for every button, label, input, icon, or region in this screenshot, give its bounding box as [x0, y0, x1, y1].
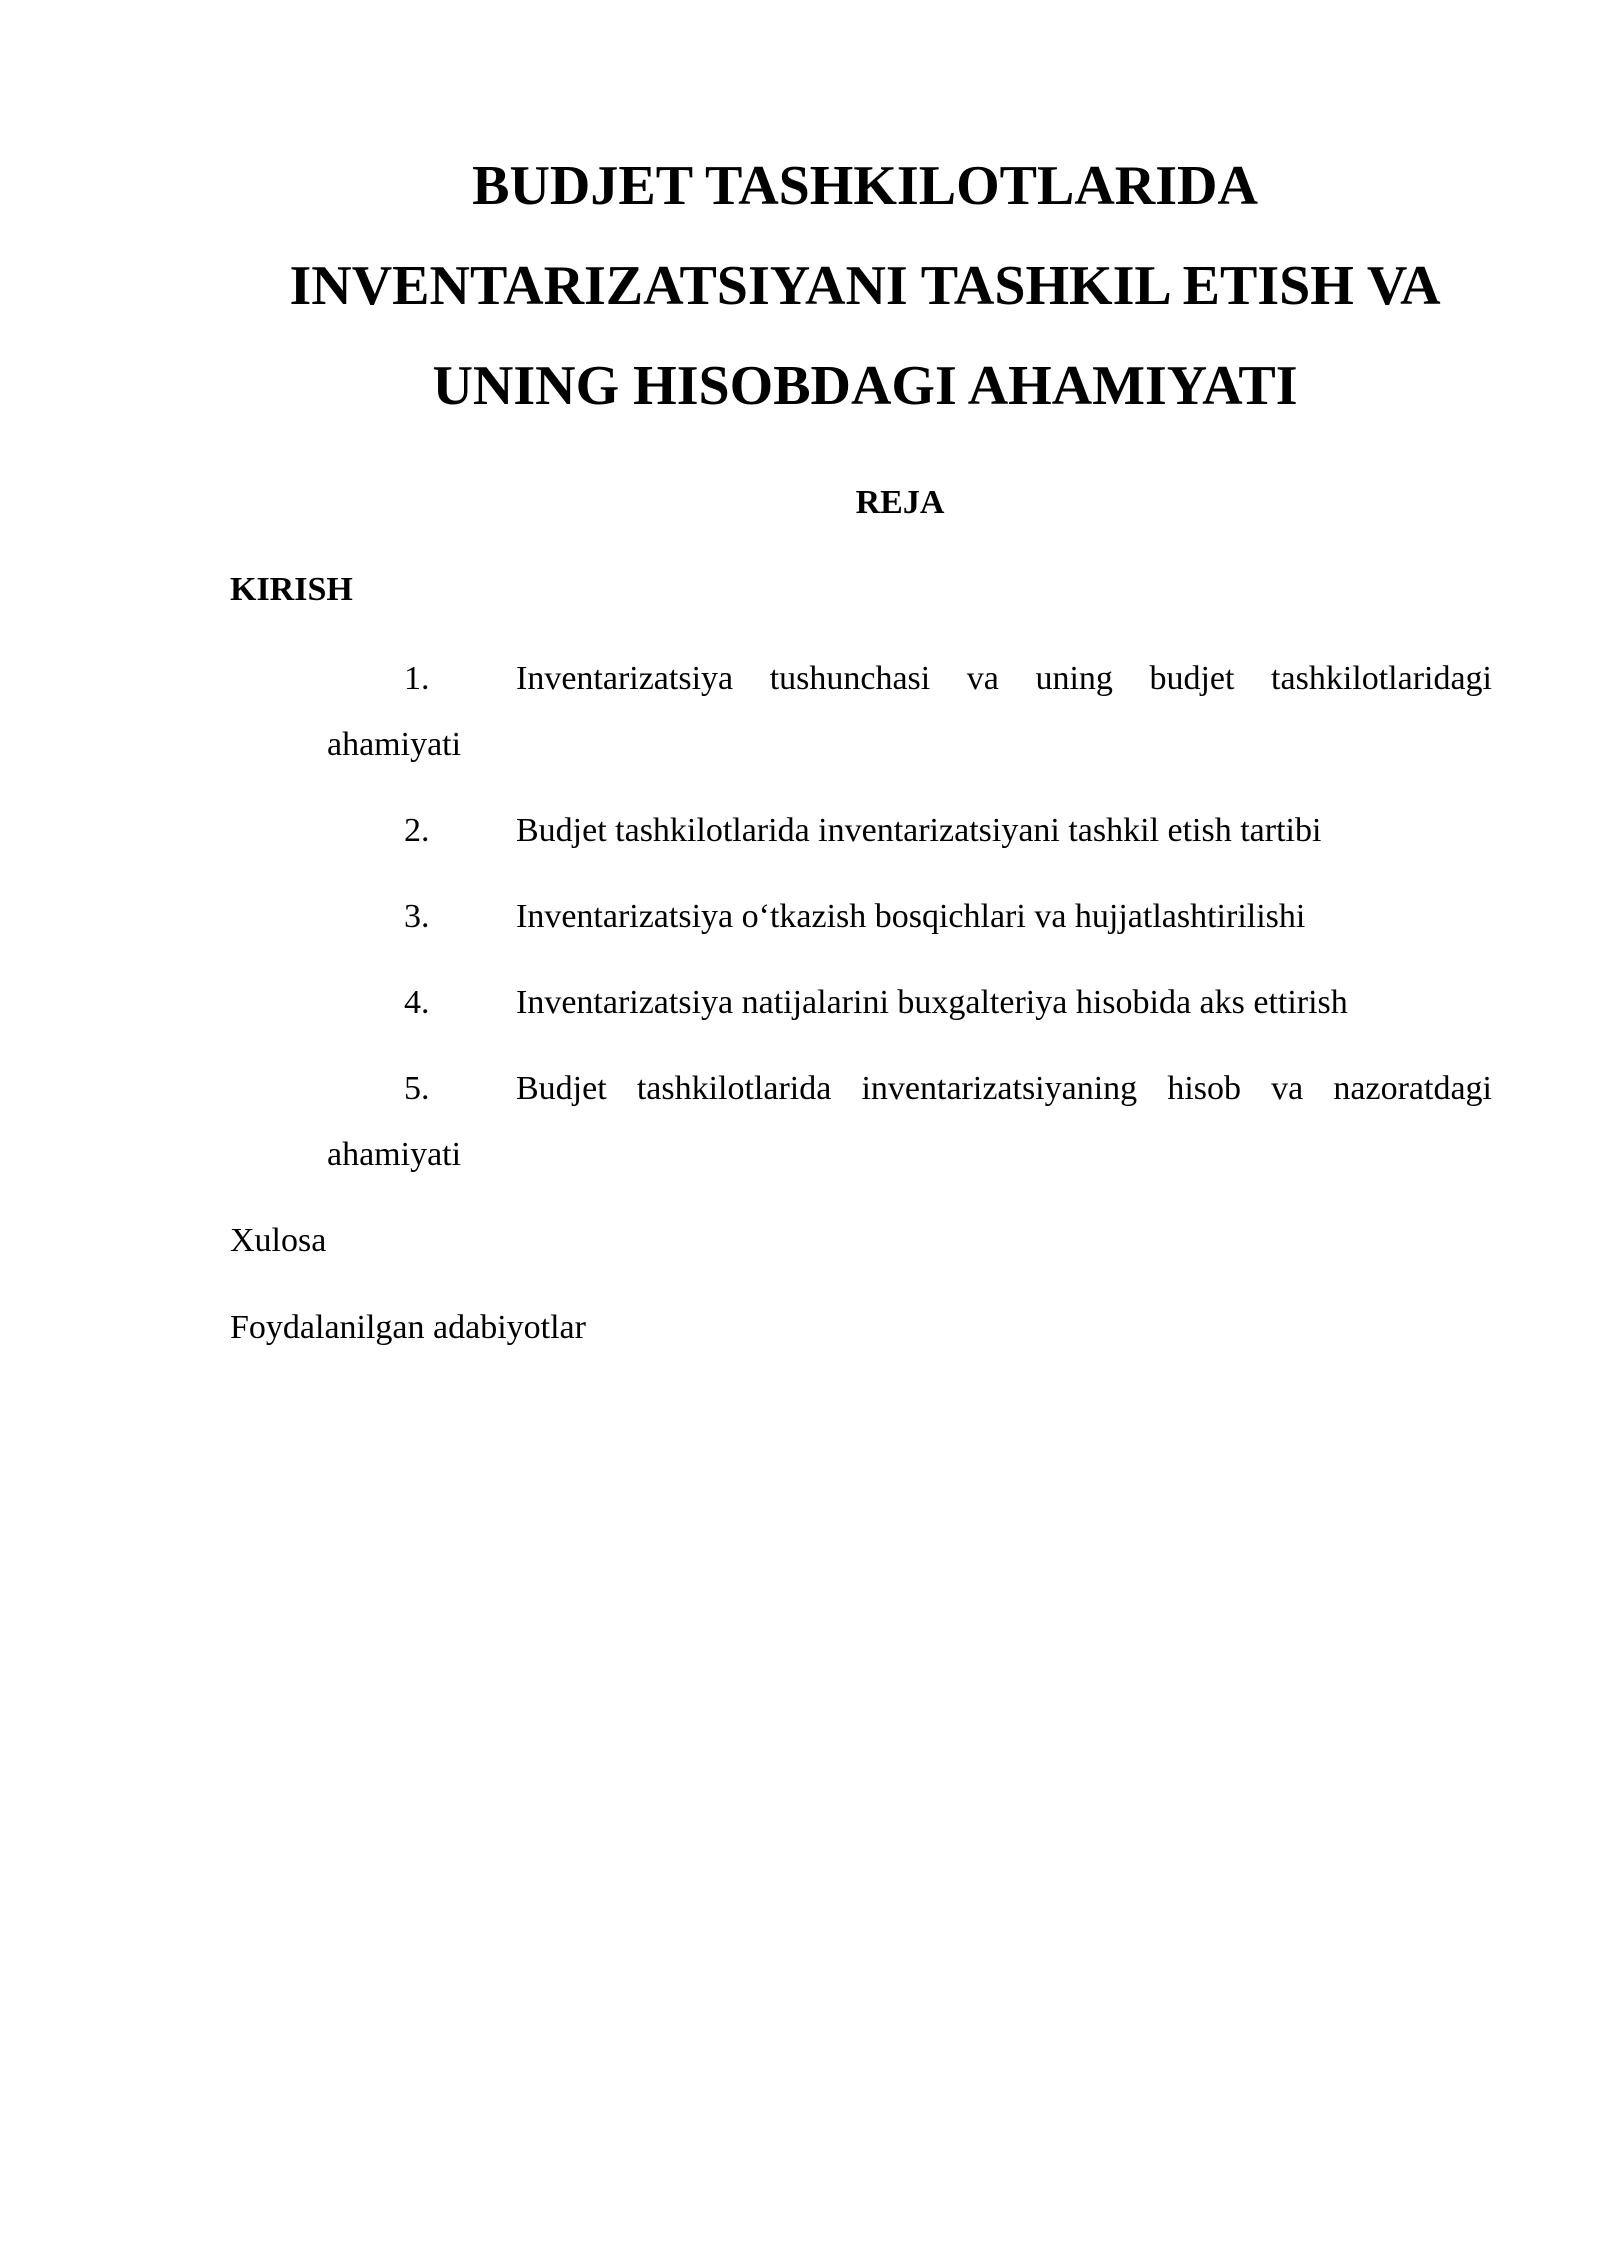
plan-item-text: Inventarizatsiya o‘tkazish bosqichlari va hujjatlashtirilishi	[516, 898, 1306, 935]
conclusion-heading: Xulosa	[230, 1222, 327, 1259]
title-line-2: INVENTARIZATSIYANI TASHKIL ETISH VA	[289, 255, 1441, 317]
plan-item-continuation-text: ahamiyati	[327, 726, 462, 763]
plan-heading: REJA	[855, 484, 945, 521]
plan-item-number: 5.	[404, 1070, 430, 1107]
plan-item-number: 3.	[404, 898, 430, 935]
title-line-3: UNING HISOBDAGI AHAMIYATI	[432, 355, 1298, 417]
plan-item-continuation-text: ahamiyati	[327, 1136, 462, 1173]
intro-heading: KIRISH	[230, 571, 353, 608]
plan-item-text: Budjet tashkilotlarida inventarizatsiyaning hisob va nazoratdagi	[516, 1070, 1492, 1107]
document-title	[230, 136, 1500, 436]
plan-item-text: Budjet tashkilotlarida inventarizatsiyani tashkil etish tartibi	[516, 812, 1322, 849]
plan-item-text: Inventarizatsiya tushunchasi va uning budjet tashkilotlaridagi	[516, 660, 1492, 697]
references-heading: Foydalanilgan adabiyotlar	[230, 1309, 586, 1346]
plan-item-number: 2.	[404, 812, 430, 849]
title-line-1: BUDJET TASHKILOTLARIDA	[472, 155, 1258, 217]
plan-item-number: 1.	[404, 660, 430, 697]
plan-item-number: 4.	[404, 984, 430, 1021]
plan-item-text: Inventarizatsiya natijalarini buxgalteriya hisobida aks ettirish	[516, 984, 1348, 1021]
